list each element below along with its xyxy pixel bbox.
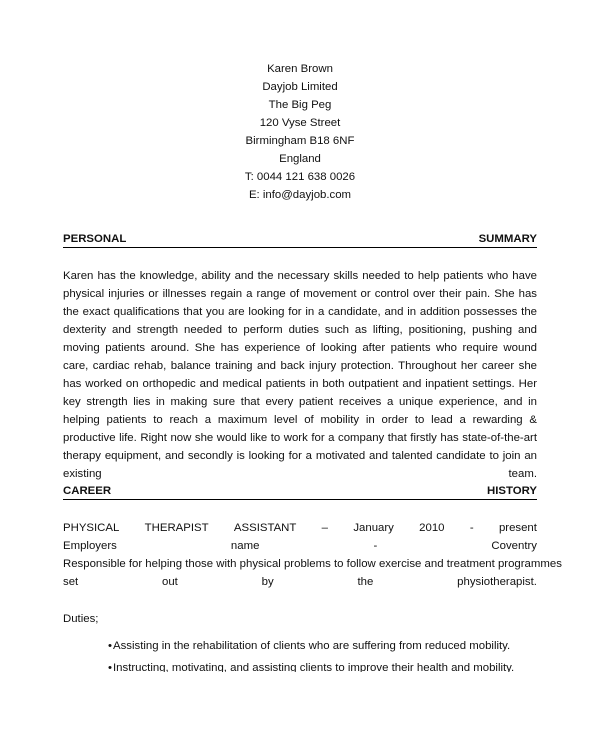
contact-country: England <box>279 153 321 165</box>
duty-item <box>108 660 548 672</box>
job-entry <box>63 519 562 591</box>
resp-word: by <box>261 576 274 588</box>
employer-word: - <box>373 540 378 552</box>
employer-word: name <box>230 540 260 552</box>
job-title-line <box>63 519 537 537</box>
duty-text: Instructing, motivating, and assisting clients to improve their health and mobility. <box>113 662 515 672</box>
job-responsibility-line-2 <box>63 573 537 591</box>
employer-word: Employers <box>63 540 117 552</box>
resp-word: set <box>63 576 79 588</box>
contact-city: Birmingham B18 6NF <box>245 135 355 147</box>
resp-word: out <box>162 576 178 588</box>
career-heading-right: HISTORY <box>486 485 537 497</box>
contact-block <box>0 60 600 204</box>
contact-name: Karen Brown <box>267 63 333 75</box>
contact-street: 120 Vyse Street <box>259 117 341 129</box>
contact-phone: T: 0044 121 638 0026 <box>244 171 356 183</box>
job-word: ASSISTANT <box>233 522 297 534</box>
job-responsibility-line: Responsible for helping those with physical problems to follow exercise and treatment programmes <box>63 558 562 570</box>
employer-word: Coventry <box>491 540 537 552</box>
bullet-icon: • <box>108 662 112 672</box>
bullet-icon: • <box>108 640 112 652</box>
job-word: PHYSICAL <box>63 522 120 534</box>
summary-heading-right: SUMMARY <box>478 233 537 245</box>
contact-company: Dayjob Limited <box>262 81 338 93</box>
summary-heading-left: PERSONAL <box>63 233 127 245</box>
career-heading-left: CAREER <box>63 485 112 497</box>
job-word: - <box>469 522 474 534</box>
summary-text: Karen has the knowledge, ability and the necessary skills needed to help patients who have physical injuries or illnesses regain a range of movement or control over their pain. She has the exact qualifications that you are looking for in a candidate, and in addition possesses the dexterity and strength needed to perform duties such as lifting, positioning, pushing and moving patients around. She has experience of looking after patients who require wound care, cardiac rehab, balance training and back injury protection. Throughout her career she has worked on orthopedic and medical patients in both outpatient and inpatient settings. Her key strength lies in making sure that every patient receives a unique experience, and in helping patients to reach a maximum level of mobility in order to lead a rewarding & productive life. Right now she would like to work for a company that firstly has state-of-the-art therapy equipment, and secondly is looking for a motivated and talented candidate to join an existing team. <box>63 270 537 480</box>
job-word: present <box>498 522 537 534</box>
job-word: January <box>353 522 394 534</box>
job-employer-line <box>63 537 537 555</box>
resp-word: the <box>357 576 374 588</box>
job-word: – <box>321 522 329 534</box>
resp-word: physiotherapist. <box>457 576 537 588</box>
job-word: 2010 <box>419 522 445 534</box>
job-word: THERAPIST <box>144 522 209 534</box>
duty-item <box>108 638 548 654</box>
duty-text: Assisting in the rehabilitation of clients who are suffering from reduced mobility. <box>113 640 511 652</box>
summary-heading <box>63 232 537 248</box>
career-heading <box>63 484 537 500</box>
contact-building: The Big Peg <box>268 99 332 111</box>
duties-label: Duties; <box>63 613 99 625</box>
contact-email: E: info@dayjob.com <box>248 189 352 201</box>
